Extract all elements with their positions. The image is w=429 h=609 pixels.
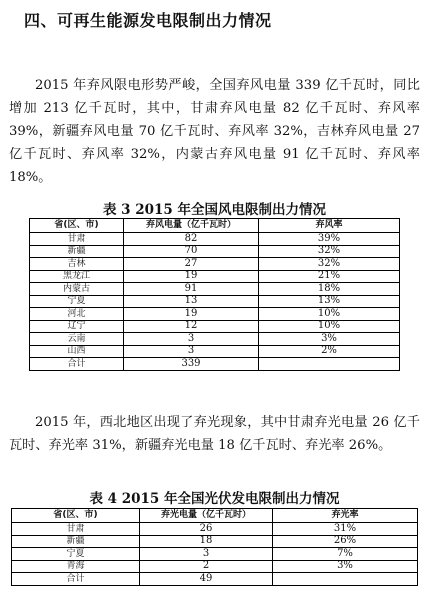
rate-cell: 3% xyxy=(259,333,400,346)
province-cell: 吉林 xyxy=(30,258,124,271)
rate-cell: 21% xyxy=(259,270,400,283)
table-row xyxy=(30,345,400,358)
province-cell: 云南 xyxy=(30,333,124,346)
paragraph-wind-curtailment: 2015 年弃风限电形势严峻，全国弃风电量 339 亿千瓦时，同比增加 213 亿千瓦时，其中，甘肃弃风电量 82 亿千瓦时、弃风率 39%，新疆弃风电量 70 亿千瓦时、弃风率 32%，吉林弃风电量 27 亿千瓦时、弃风率 32%，内蒙古弃风电量 91 亿千瓦时、弃风率 18%。 xyxy=(9,78,420,185)
province-cell: 黑龙江 xyxy=(30,270,124,283)
province-cell: 辽宁 xyxy=(30,320,124,333)
section-heading: 四、可再生能源发电限制出力情况 xyxy=(24,11,272,30)
paragraph-solar-curtailment: 2015 年，西北地区出现了弃光现象，其中甘肃弃光电量 26 亿千瓦时、弃光率 31%，新疆弃光电量 18 亿千瓦时、弃光率 26%。 xyxy=(9,415,420,453)
total-label-cell: 合计 xyxy=(30,358,124,371)
energy-cell: 13 xyxy=(124,295,259,308)
energy-cell: 27 xyxy=(124,258,259,271)
table-row xyxy=(30,245,400,258)
table-total-row xyxy=(30,358,400,371)
energy-cell: 19 xyxy=(124,308,259,321)
rate-cell: 10% xyxy=(259,320,400,333)
province-cell: 内蒙古 xyxy=(30,283,124,296)
total-energy-cell: 339 xyxy=(124,358,259,371)
table-header-row xyxy=(30,219,400,233)
table4-caption: 表 4 2015 年全国光伏发电限制出力情况 xyxy=(89,491,340,507)
province-cell: 宁夏 xyxy=(30,295,124,308)
energy-cell: 82 xyxy=(124,233,259,246)
rate-cell: 18% xyxy=(259,283,400,296)
total-rate-cell xyxy=(273,573,418,586)
energy-cell: 70 xyxy=(124,245,259,258)
table-row xyxy=(12,548,418,561)
energy-cell: 12 xyxy=(124,320,259,333)
table-row xyxy=(30,308,400,321)
rate-cell: 10% xyxy=(259,308,400,321)
total-label-cell: 合计 xyxy=(12,573,140,586)
table-total-row xyxy=(12,573,418,586)
total-energy-cell: 49 xyxy=(140,573,273,586)
province-cell: 甘肃 xyxy=(30,233,124,246)
column-header-curtailed-energy: 弃风电量（亿千瓦时） xyxy=(124,219,259,233)
column-header-curtailment-rate: 弃光率 xyxy=(273,509,418,523)
table-row xyxy=(30,295,400,308)
rate-cell: 26% xyxy=(273,535,418,548)
table-row xyxy=(30,258,400,271)
province-cell: 新疆 xyxy=(12,535,140,548)
rate-cell: 13% xyxy=(259,295,400,308)
energy-cell: 3 xyxy=(140,548,273,561)
column-header-province: 省(区、市) xyxy=(12,509,140,523)
table-row xyxy=(12,535,418,548)
rate-cell: 2% xyxy=(259,345,400,358)
table-row xyxy=(12,523,418,536)
energy-cell: 18 xyxy=(140,535,273,548)
solar-curtailment-table xyxy=(11,508,418,586)
total-rate-cell xyxy=(259,358,400,371)
table3-caption: 表 3 2015 年全国风电限制出力情况 xyxy=(102,202,327,218)
table-row xyxy=(30,320,400,333)
rate-cell: 7% xyxy=(273,548,418,561)
energy-cell: 26 xyxy=(140,523,273,536)
energy-cell: 2 xyxy=(140,560,273,573)
rate-cell: 32% xyxy=(259,258,400,271)
wind-curtailment-table xyxy=(29,218,400,371)
rate-cell: 39% xyxy=(259,233,400,246)
rate-cell: 3% xyxy=(273,560,418,573)
province-cell: 宁夏 xyxy=(12,548,140,561)
province-cell: 青海 xyxy=(12,560,140,573)
province-cell: 甘肃 xyxy=(12,523,140,536)
energy-cell: 91 xyxy=(124,283,259,296)
table-row xyxy=(30,233,400,246)
province-cell: 山西 xyxy=(30,345,124,358)
table-row xyxy=(30,283,400,296)
table-row xyxy=(30,270,400,283)
energy-cell: 3 xyxy=(124,333,259,346)
column-header-province: 省(区、市) xyxy=(30,219,124,233)
column-header-curtailed-energy: 弃光电量（亿千瓦时） xyxy=(140,509,273,523)
province-cell: 河北 xyxy=(30,308,124,321)
table-row xyxy=(12,560,418,573)
table-row xyxy=(30,333,400,346)
rate-cell: 32% xyxy=(259,245,400,258)
table-header-row xyxy=(12,509,418,523)
province-cell: 新疆 xyxy=(30,245,124,258)
energy-cell: 19 xyxy=(124,270,259,283)
column-header-curtailment-rate: 弃风率 xyxy=(259,219,400,233)
rate-cell: 31% xyxy=(273,523,418,536)
energy-cell: 3 xyxy=(124,345,259,358)
